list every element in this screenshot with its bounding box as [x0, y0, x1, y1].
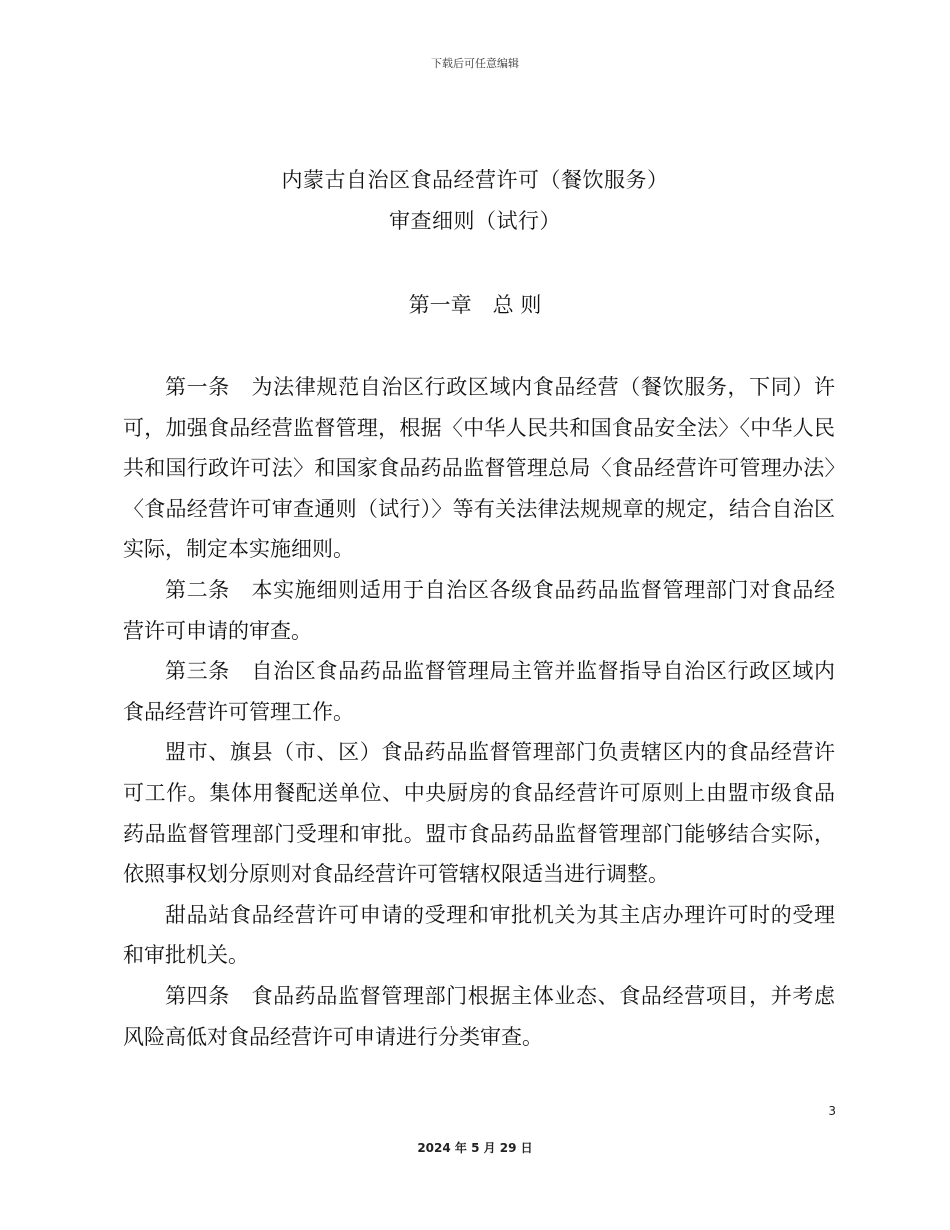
document-subtitle: 审查细则（试行）: [389, 209, 561, 233]
paragraph-article-4: 第四条 食品药品监督管理部门根据主体业态、食品经营项目，并考虑风险高低对食品经营许可申请进行分类审查。: [123, 983, 835, 1049]
paragraph-article-2: 第二条 本实施细则适用于自治区各级食品药品监督管理部门对食品经营许可申请的审查。: [123, 577, 835, 643]
document-title: 内蒙古自治区食品经营许可（餐饮服务）: [281, 168, 669, 192]
footer-date: 2024 年 5 月 29 日: [417, 1141, 533, 1155]
page-number: 3: [828, 1104, 836, 1118]
paragraph-article-3-sub-2: 甜品站食品经营许可申请的受理和审批机关为其主店办理许可时的受理和审批机关。: [123, 902, 835, 968]
chapter-heading: 第一章 总 则: [408, 293, 542, 317]
paragraph-article-3: 第三条 自治区食品药品监督管理局主管并监督指导自治区行政区域内食品经营许可管理工作。: [123, 659, 835, 724]
paragraph-article-3-sub-1: 盟市、旗县（市、区）食品药品监督管理部门负责辖区内的食品经营许可工作。集体用餐配送单位、中央厨房的食品经营许可原则上由盟市级食品药品监督管理部门受理和审批。盟市食品药品监督管理部门能够结合实际，依照事权划分原则对食品经营许可管辖权限适当进行调整。: [123, 740, 835, 887]
header-note: 下载后可任意编辑: [431, 57, 519, 70]
document-body: [123, 367, 835, 1057]
paragraph-article-1: 第一条 为法律规范自治区行政区域内食品经营（餐饮服务，下同）许可，加强食品经营监督管理，根据〈中华人民共和国食品安全法〉〈中华人民共和国行政许可法〉和国家食品药品监督管理总局〈食品经营许可管理办法〉〈食品经营许可审查通则（试行）〉等有关法律法规规章的规定，结合自治区实际，制定本实施细则。: [123, 375, 835, 562]
